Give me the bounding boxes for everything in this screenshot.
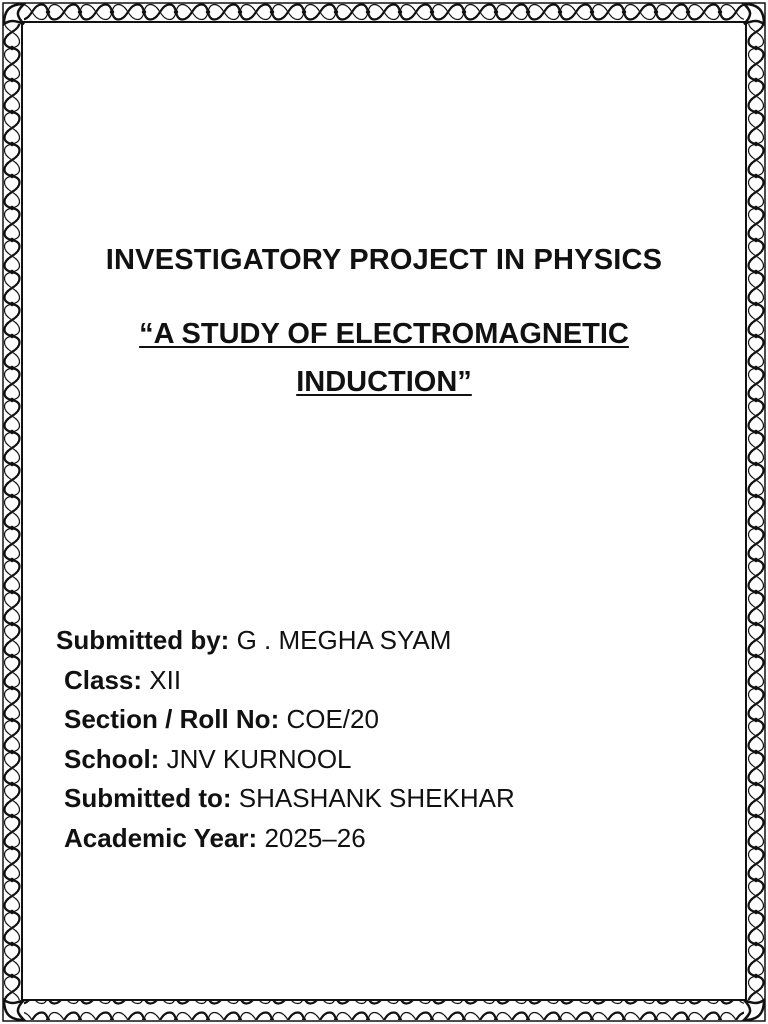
- detail-row-section-roll: [56, 700, 716, 740]
- detail-value: JNV KURNOOL: [166, 743, 352, 774]
- detail-label: Class:: [64, 664, 143, 695]
- detail-value: G . MEGHA SYAM: [236, 625, 452, 655]
- detail-label: Academic Year:: [64, 822, 258, 853]
- submission-details: [56, 621, 716, 859]
- project-title: INVESTIGATORY PROJECT IN PHYSICS: [105, 244, 663, 276]
- detail-label: Submitted by:: [56, 625, 230, 655]
- detail-value: 2025–26: [264, 822, 366, 853]
- detail-value: SHASHANK SHEKHAR: [238, 783, 515, 814]
- detail-row-school: [56, 740, 716, 780]
- project-subtitle: “A STUDY OF ELECTROMAGNETIC INDUCTION”: [139, 318, 629, 398]
- detail-label: Section / Roll No:: [64, 704, 280, 735]
- detail-value: XII: [149, 664, 182, 695]
- detail-value: COE/20: [286, 704, 379, 735]
- detail-row-submitted-to: [56, 779, 716, 819]
- detail-row-class: [56, 661, 716, 701]
- detail-label: School:: [64, 743, 160, 774]
- detail-row-academic-year: [56, 819, 716, 859]
- detail-label: Submitted to:: [64, 783, 232, 814]
- detail-row-submitted-by: [56, 621, 716, 661]
